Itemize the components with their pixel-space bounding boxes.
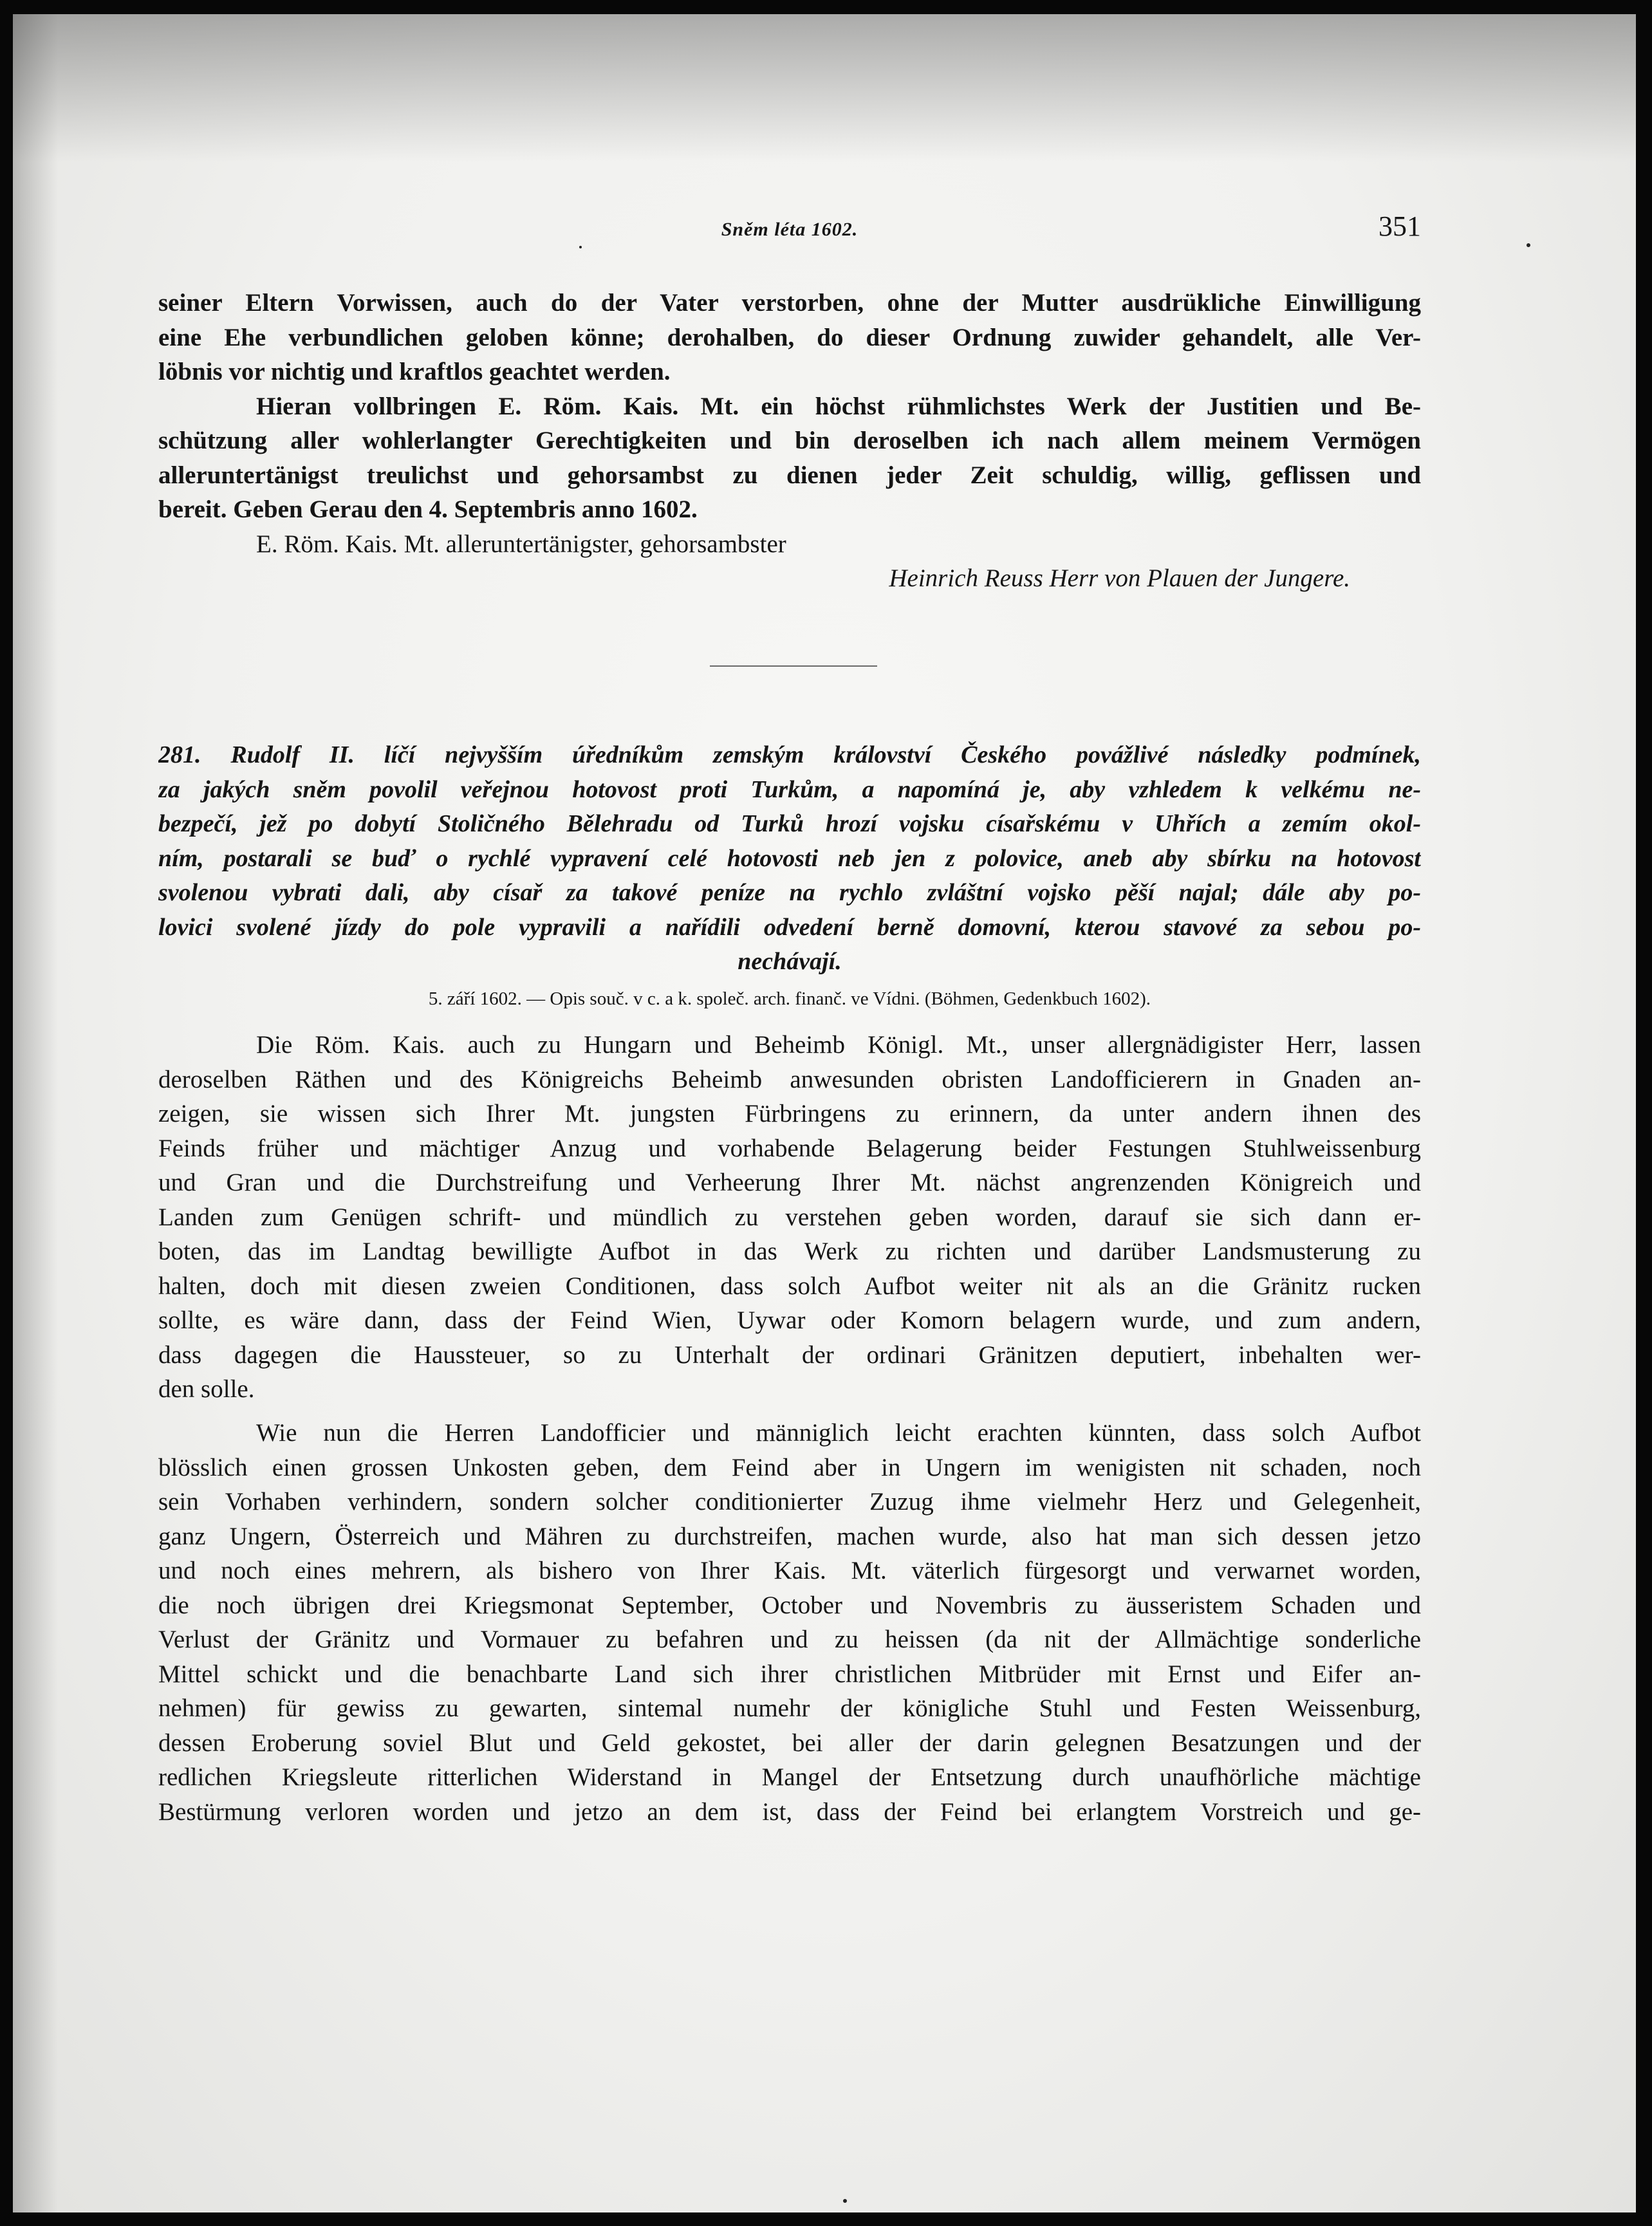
running-title: Sněm léta 1602.: [721, 219, 858, 240]
text-line: boten, das im Landtag bewilligte Aufbot in das Werk zu richten und darüber Landsmusterung zu: [158, 1238, 1421, 1265]
section-divider: [710, 665, 877, 667]
text-line: bereit. Geben Gerau den 4. Septembris anno 1602.: [158, 496, 698, 523]
text-line: Bestürmung verloren worden und jetzo an dem ist, dass der Feind bei erlangtem Vorstreich und ge-: [158, 1797, 1421, 1826]
text-line: nehmen) für gewiss zu gewarten, sintemal numehr der königliche Stuhl und Festen Weissenburg,: [158, 1694, 1421, 1722]
scanned-page: [13, 14, 1636, 2212]
text-line: Wie nun die Herren Landofficier und männiglich leicht erachten künnten, dass solch Aufbot: [256, 1419, 1421, 1447]
rubric-line: svolenou vybrati dali, aby císař za takové peníze na rychlo zvláštní vojsko pěší najal; dále aby po-: [158, 879, 1421, 906]
closing-formula: E. Röm. Kais. Mt. alleruntertänigster, gehorsambster: [256, 530, 786, 558]
text-line: Verlust der Gränitz und Vormauer zu befahren und zu heissen (da nit der Allmächtige sonderliche: [158, 1626, 1421, 1653]
rubric-line: ním, postarali se buď o rychlé vypravení celé hotovosti neb jen z polovice, aneb aby sbírku na hotovost: [158, 844, 1421, 872]
text-line: Feinds früher und mächtiger Anzug und vorhabende Belagerung beider Festungen Stuhlweissenburg: [158, 1134, 1421, 1162]
paragraph-2: [158, 1416, 1421, 1829]
text-line: zeigen, sie wissen sich Ihrer Mt. jungsten Fürbringens zu erinnern, da unter andern ihnen des: [158, 1100, 1421, 1127]
rubric-line: za jakých sněm povolil veřejnou hotovost proti Turkům, a napomíná je, aby vzhledem k velkému ne-: [158, 775, 1421, 803]
text-line: eine Ehe verbundlichen geloben könne; derohalben, do dieser Ordnung zuwider gehandelt, alle Ver-: [158, 323, 1421, 351]
text-line: die noch übrigen drei Kriegsmonat September, October und Novembris zu äusseristem Schaden und: [158, 1591, 1421, 1619]
text-line: deroselben Räthen und des Königreichs Beheimb anwesunden obristen Landofficierern in Gnaden an-: [158, 1065, 1421, 1093]
rubric-line: 281. Rudolf II. líčí nejvyšším úředníkům zemským království Českého povážlivé následky podmínek,: [158, 741, 1421, 768]
text-line: halten, doch mit diesen zweien Conditionen, dass solch Aufbot weiter nit als an die Gränitz rucken: [158, 1272, 1421, 1300]
text-line: redlichen Kriegsleute ritterlichen Widerstand in Mangel der Entsetzung durch unaufhörliche mächtige: [158, 1763, 1421, 1791]
text-line: sollte, es wäre dann, dass der Feind Wien, Uywar oder Komorn belagern wurde, und zum andern,: [158, 1306, 1421, 1334]
signature: Heinrich Reuss Herr von Plauen der Jungere.: [889, 564, 1350, 592]
scan-speck: [579, 246, 582, 248]
text-line: schützung aller wohlerlangter Gerechtigkeiten und bin deroselben ich nach allem meinem Vermögen: [158, 427, 1421, 454]
text-line: und Gran und die Durchstreifung und Verheerung Ihrer Mt. nächst angrenzenden Königreich und: [158, 1169, 1421, 1196]
rubric-line: lovici svolené jízdy do pole vypravili a nařídili odvedení berně domovní, kterou stavové za sebou po-: [158, 913, 1421, 941]
source-note: 5. září 1602. — Opis souč. v c. a k. společ. arch. finanč. ve Vídni. (Böhmen, Gedenkbuch 1602).: [428, 988, 1151, 1009]
text-line: und noch eines mehrern, als bishero von Ihrer Kais. Mt. väterlich fürgesorgt und verwarnet worden,: [158, 1557, 1421, 1584]
text-line: Landen zum Genügen schrift- und mündlich zu verstehen geben worden, darauf sie sich dann er-: [158, 1203, 1421, 1231]
document-rubric: [158, 738, 1421, 979]
scan-speck: [843, 2199, 847, 2203]
text-line: löbnis vor nichtig und kraftlos geachtet werden.: [158, 358, 671, 385]
rubric-line: bezpečí, jež po dobytí Stoličného Bělehradu od Turků hrozí vojsku císařskému v Uhřích a zemím okol-: [158, 810, 1421, 837]
page-number: 351: [1378, 210, 1421, 242]
text-line: Die Röm. Kais. auch zu Hungarn und Beheimb Königl. Mt., unser allergnädigister Herr, lassen: [256, 1031, 1421, 1059]
text-line: den solle.: [158, 1375, 255, 1403]
paragraph-1: [158, 1028, 1421, 1407]
text-line: blösslich einen grossen Unkosten geben, dem Feind aber in Ungern im wenigisten nit schaden, noch: [158, 1453, 1421, 1481]
rubric-line: nechávají.: [738, 948, 842, 975]
text-line: Hieran vollbringen E. Röm. Kais. Mt. ein höchst rühmlichstes Werk der Justitien und Be-: [256, 392, 1421, 420]
text-line: alleruntertänigst treulichst und gehorsambst zu dienen jeder Zeit schuldig, willig, geflissen und: [158, 461, 1421, 489]
text-line: sein Vorhaben verhindern, sondern solcher conditionierter Zuzug ihme vielmehr Herz und Gelegenheit,: [158, 1488, 1421, 1516]
text-line: seiner Eltern Vorwissen, auch do der Vater verstorben, ohne der Mutter ausdrükliche Einwilligung: [158, 289, 1421, 317]
running-header: [158, 207, 1421, 246]
text-line: ganz Ungern, Österreich und Mähren zu durchstreifen, machen wurde, also hat man sich dessen jetzo: [158, 1522, 1421, 1550]
letter-end: [158, 286, 1421, 596]
scan-speck: [1527, 243, 1530, 247]
text-line: Mittel schickt und die benachbarte Land sich ihrer christlichen Mitbrüder mit Ernst und Eifer an-: [158, 1660, 1421, 1688]
text-line: dessen Eroberung soviel Blut und Geld gekostet, bei aller der darin gelegnen Besatzungen und der: [158, 1729, 1421, 1757]
text-line: dass dagegen die Haussteuer, so zu Unterhalt der ordinari Gränitzen deputiert, inbehalten wer-: [158, 1340, 1421, 1369]
